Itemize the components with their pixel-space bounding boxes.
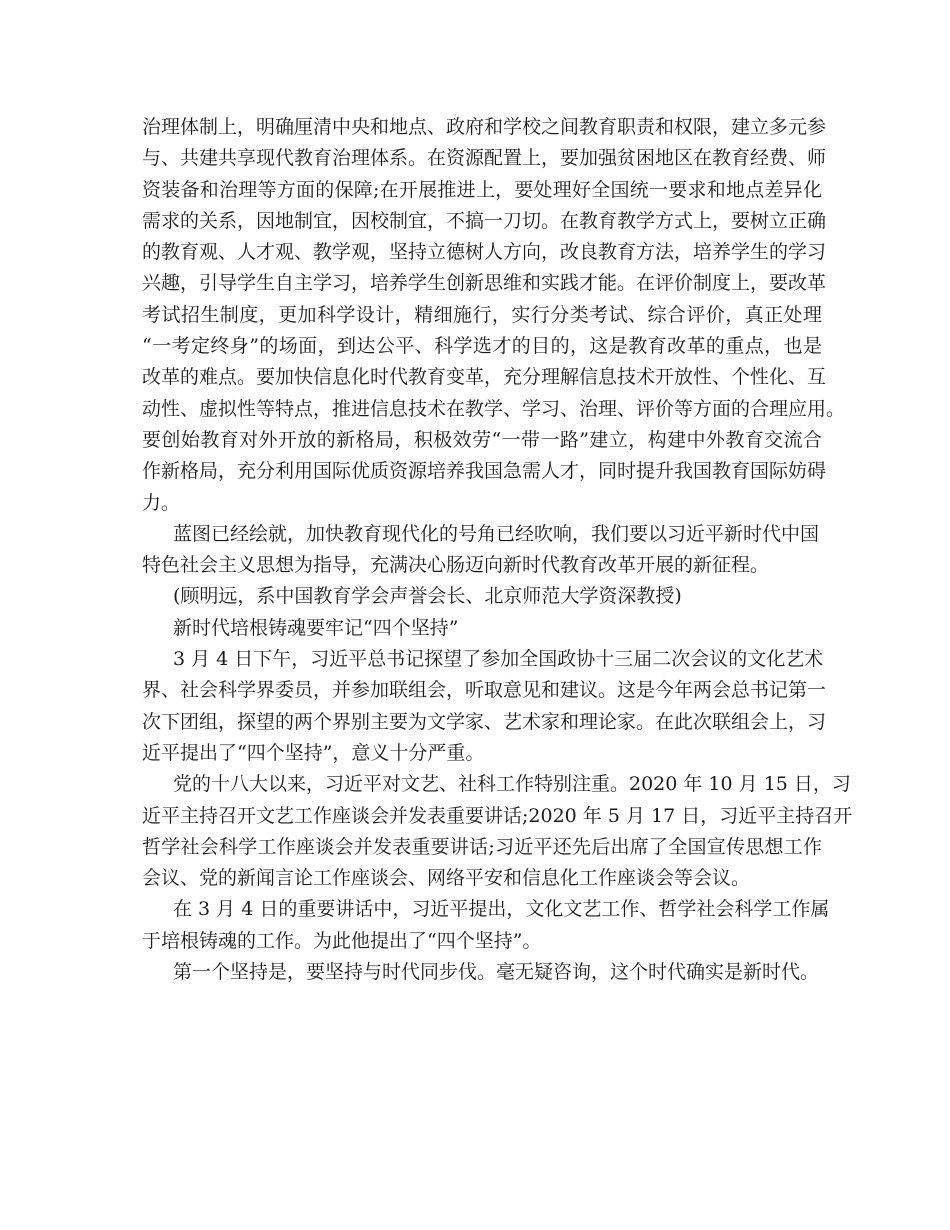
text-line: 改革的难点。要加快信息化时代教育变革，充分理解信息技术开放性、个性化、互 bbox=[142, 366, 827, 389]
text-line: 作新格局，充分利用国际优质资源培养我国急需人才，同时提升我国教育国际妨碍 bbox=[142, 460, 827, 483]
text-line: 兴趣，引导学生自主学习，培养学生创新思维和实践才能。在评价制度上，要改革 bbox=[142, 272, 827, 295]
text-line: 与、共建共享现代教育治理体系。在资源配置上，要加强贫困地区在教育经费、师 bbox=[142, 147, 827, 170]
text-line: 需求的关系，因地制宜，因校制宜，不搞一刀切。在教育教学方式上，要树立正确 bbox=[142, 209, 827, 232]
paragraph-start-line: 第一个坚持是，要坚持与时代同步伐。毫无疑咨询，这个时代确实是新时代。 bbox=[173, 961, 820, 984]
text-line: 于培根铸魂的工作。为此他提出了“四个坚持”。 bbox=[142, 929, 542, 952]
paragraph-start-line: 在 3 月 4 日的重要讲话中，习近平提出，文化文艺工作、哲学社会科学工作属 bbox=[173, 898, 830, 921]
author-note: (顾明远，系中国教育学会声誉会长、北京师范大学资深教授) bbox=[173, 585, 682, 608]
text-line: 会议、党的新闻言论工作座谈会、网络平安和信息化工作座谈会等会议。 bbox=[142, 867, 751, 890]
text-line: 近平主持召开文艺工作座谈会并发表重要讲话;2020 年 5 月 17 日，习近平主持召开 bbox=[142, 804, 853, 827]
text-line: 力。 bbox=[142, 491, 181, 514]
text-line: “一考定终身”的场面，到达公平、科学选才的目的，这是教育改革的重点，也是 bbox=[142, 335, 822, 358]
article-title: 新时代培根铸魂要牢记“四个坚持” bbox=[173, 616, 459, 639]
text-line: 要创始教育对外开放的新格局，积极效劳“一带一路”建立，构建中外教育交流合 bbox=[142, 428, 822, 451]
text-line: 资装备和治理等方面的保障;在开展推进上，要处理好全国统一要求和地点差异化 bbox=[142, 178, 822, 201]
paragraph-start-line: 党的十八大以来，习近平对文艺、社科工作特别注重。2020 年 10 月 15 日，习 bbox=[173, 773, 851, 796]
document-body bbox=[142, 112, 853, 988]
text-line: 特色社会主义思想为指导，充满决心肠迈向新时代教育改革开展的新征程。 bbox=[142, 554, 770, 577]
text-line: 哲学社会科学工作座谈会并发表重要讲话;习近平还先后出席了全国宣传思想工作 bbox=[142, 835, 822, 858]
text-line: 的教育观、人才观、教学观，坚持立德树人方向，改良教育方法，培养学生的学习 bbox=[142, 241, 827, 264]
text-line: 治理体制上，明确厘清中央和地点、政府和学校之间教育职责和权限，建立多元参 bbox=[142, 116, 827, 138]
paragraph-start-line: 蓝图已经绘就，加快教育现代化的号角已经吹响，我们要以习近平新时代中国 bbox=[173, 522, 820, 545]
text-line: 动性、虚拟性等特点，推进信息技术在教学、学习、治理、评价等方面的合理应用。 bbox=[142, 397, 846, 420]
text-line: 近平提出了“四个坚持”，意义十分严重。 bbox=[142, 741, 485, 764]
text-line: 次下团组，探望的两个界别主要为文学家、艺术家和理论家。在此次联组会上，习 bbox=[142, 710, 827, 733]
text-line: 界、社会科学界委员，并参加联组会，听取意见和建议。这是今年两会总书记第一 bbox=[142, 679, 827, 702]
text-line: 考试招生制度，更加科学设计，精细施行，实行分类考试、综合评价，真正处理 bbox=[142, 303, 822, 326]
paragraph-start-line: 3 月 4 日下午，习近平总书记探望了参加全国政协十三届二次会议的文化艺术 bbox=[173, 648, 824, 671]
